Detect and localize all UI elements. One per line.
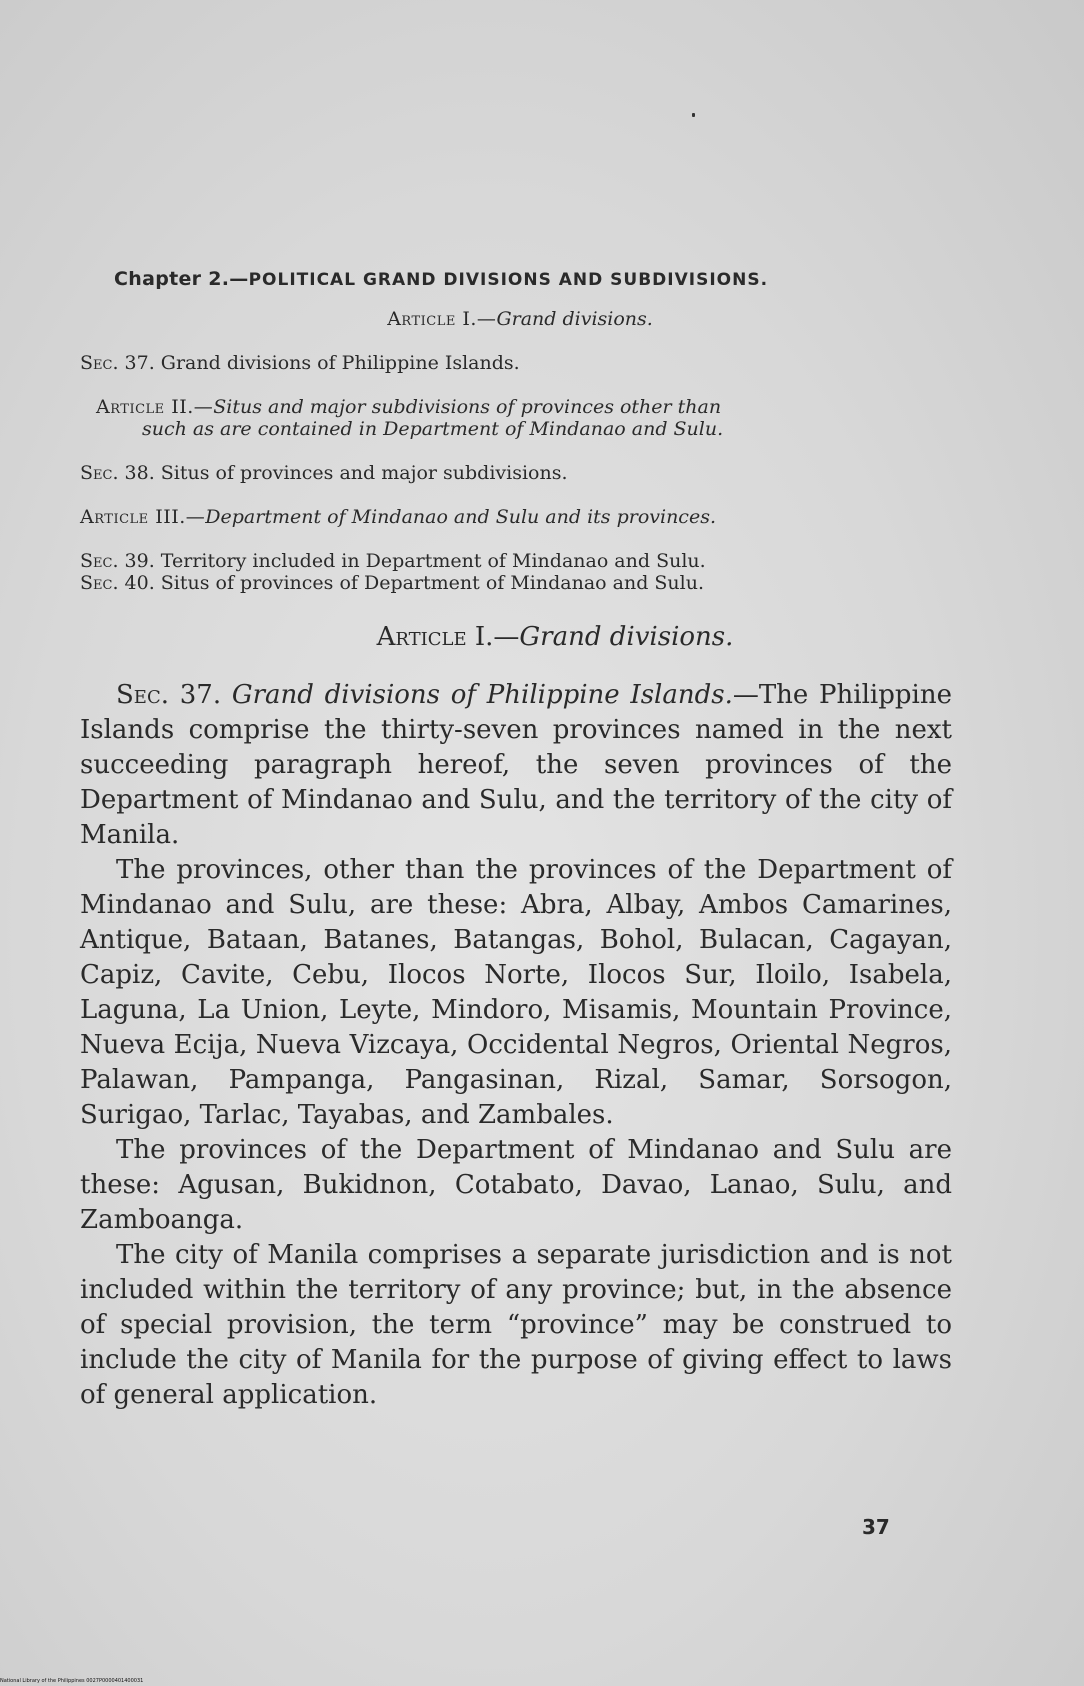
toc-sec-39-text: 39. Territory included in Department of Mindanao and Sulu.: [118, 550, 706, 572]
toc-sec-40-label: Sec.: [80, 572, 119, 594]
toc-sec-38: [80, 462, 960, 484]
toc-sec-37: [80, 352, 960, 374]
article-heading-label: Article I.—: [376, 622, 520, 652]
section-37-paragraph: [80, 678, 952, 853]
chapter-title: POLITICAL GRAND DIVISIONS AND SUBDIVISIONS.: [248, 270, 769, 290]
toc-article-2-title-line1: Situs and major subdivisions of provinces other than: [213, 396, 722, 418]
chapter-prefix: Chapter 2.—: [114, 268, 249, 290]
toc-article-3-label: Article III.—: [80, 506, 206, 528]
toc-article-2-label: Article II.—: [96, 396, 214, 418]
footer-credit: National Library of the Philippines 0027P0000401400031: [0, 1678, 144, 1684]
toc-sec-39: [80, 550, 960, 572]
toc-article-1-label: Article I.—: [387, 308, 497, 330]
section-37-heading: Grand divisions of Philippine Islands.: [231, 680, 733, 710]
toc-sec-40-text: 40. Situs of provinces of Department of Mindanao and Sulu.: [118, 572, 705, 594]
mindanao-paragraph: The provinces of the Department of Mindanao and Sulu are these: Agusan, Bukidnon, Cotabato, Davao, Lanao, Sulu, and Zamboanga.: [80, 1135, 952, 1235]
section-37-number: 37.: [169, 680, 232, 710]
manila-paragraph: The city of Manila comprises a separate jurisdiction and is not included within the territory of any province; but, in the absence of special provision, the term “province” may be construed to include the city of Manila for the purpose of giving effect to laws of general application.: [80, 1240, 952, 1410]
toc-article-3: [80, 506, 960, 528]
toc-sec-39-label: Sec.: [80, 550, 119, 572]
toc-sec-38-label: Sec.: [80, 462, 119, 484]
toc-article-2-title-line2: such as are contained in Department of Mindanao and Sulu.: [142, 418, 724, 440]
page-number: 37: [862, 1515, 890, 1539]
provinces-paragraph: The provinces, other than the provinces of the Department of Mindanao and Sulu, are these: Abra, Albay, Ambos Camarines, Antique, Bataan, Batanes, Batangas, Bohol, Bulacan, Cagayan, Capiz, Cavite, Cebu, Ilocos Norte, Ilocos Sur, Iloilo, Isabela, Laguna, La Union, Leyte, Mindoro, Misamis, Mountain Province, Nueva Ecija, Nueva Vizcaya, Occidental Negros, Oriental Negros, Palawan, Pampanga, Pangasinan, Rizal, Samar, Sorsogon, Surigao, Tarlac, Tayabas, and Zambales.: [80, 855, 952, 1130]
article-heading-title: Grand divisions.: [519, 622, 734, 652]
article-heading: [150, 622, 960, 652]
toc-article-1-title: Grand divisions.: [496, 308, 653, 330]
toc-article-3-title: Department of Mindanao and Sulu and its provinces.: [205, 506, 716, 528]
section-37-text: —The Philippine Islands comprise the thirty-seven provinces named in the next succeeding paragraph hereof, the seven provinces of the Department of Mindanao and Sulu, and the territory of the city of Manila.: [80, 680, 952, 850]
page-content: [80, 268, 960, 1413]
section-37-label: Sec.: [116, 680, 169, 710]
toc-sec-37-text: 37. Grand divisions of Philippine Islands.: [118, 352, 520, 374]
toc-article-2: [80, 396, 960, 440]
toc-sec-37-label: Sec.: [80, 352, 119, 374]
toc-sec-40: [80, 572, 960, 594]
toc-article-1: [80, 308, 960, 330]
print-speck: [692, 113, 695, 117]
chapter-heading: [114, 268, 960, 290]
toc-sec-38-text: 38. Situs of provinces and major subdivisions.: [118, 462, 568, 484]
